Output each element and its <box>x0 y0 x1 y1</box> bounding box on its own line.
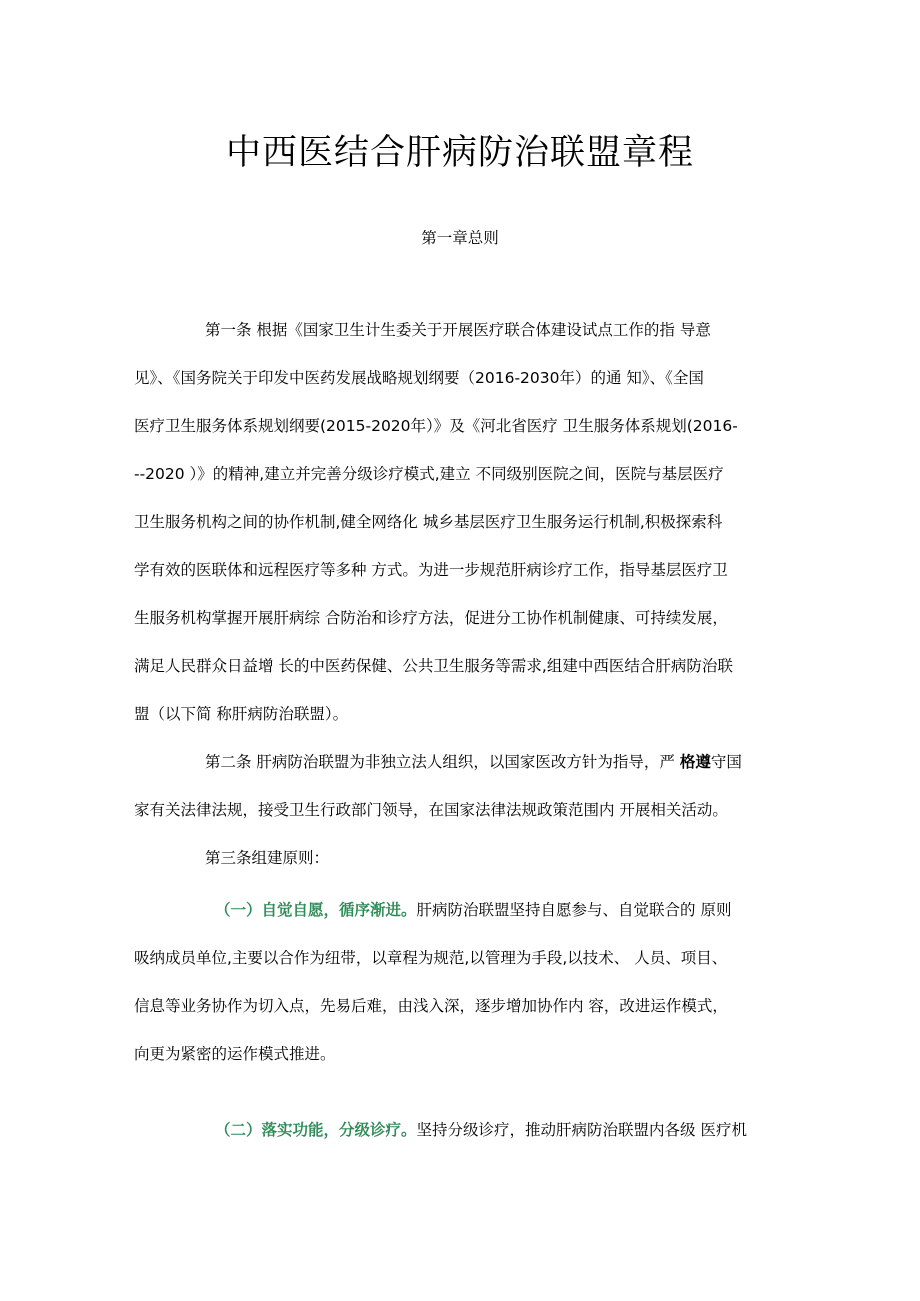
principle-2-text: 坚持分级诊疗，推动肝病防治联盟内各级 医疗机 <box>416 1121 747 1139</box>
article-1-line: --2020 ）》的精神,建立并完善分级诊疗模式,建立 不同级别医院之间，医院与基层医疗 <box>134 465 724 483</box>
article-1-line: 第一条 根据《国家卫生计生委关于开展医疗联合体建设试点工作的指 导意 <box>205 321 711 339</box>
principle-1-line: 向更为紧密的运作模式推进。 <box>134 1045 336 1063</box>
principle-1-text: 肝病防治联盟坚持自愿参与、自觉联合的 原则 <box>416 901 732 919</box>
article-1-line: 学有效的医联体和远程医疗等多种 方式。为进一步规范肝病诊疗工作，指导基层医疗卫 <box>134 561 728 579</box>
article-1-line: 见》、《国务院关于印发中医药发展战略规划纲要（2016-2030年）的通 知》、《全国 <box>134 369 704 387</box>
article-2-bold-text: 格遵 <box>679 753 711 771</box>
article-2-text-end: 守国 <box>710 753 742 771</box>
article-1-line: 满足人民群众日益增 长的中医药保健、公共卫生服务等需求,组建中西医结合肝病防治联 <box>134 657 733 675</box>
article-2-line <box>205 750 885 774</box>
article-1-line: 生服务机构掌握开展肝病综 合防治和诊疗方法，促进分工协作机制健康、可持续发展， <box>134 609 728 627</box>
principle-1-line: 信息等业务协作为切入点，先易后难，由浅入深，逐步增加协作内 容，改进运作模式， <box>134 997 728 1015</box>
article-3-heading: 第三条组建原则： <box>205 849 330 867</box>
document-title: 中西医结合肝病防治联盟章程 <box>225 133 694 173</box>
principle-1-line <box>215 898 895 922</box>
principle-2-heading: （二）落实功能，分级诊疗。 <box>215 1121 417 1139</box>
principle-2-line <box>215 1118 895 1142</box>
article-2-line: 家有关法律法规，接受卫生行政部门领导，在国家法律法规政策范围内 开展相关活动。 <box>134 801 728 819</box>
chapter-heading: 第一章总则 <box>421 229 499 247</box>
article-1-line: 盟（以下简 称肝病防治联盟）。 <box>134 705 349 723</box>
article-2-text: 第二条 肝病防治联盟为非独立法人组织，以国家医改方针为指导，严 <box>205 753 680 771</box>
article-1-line: 卫生服务机构之间的协作机制,健全网络化 城乡基层医疗卫生服务运行机制,积极探索科 <box>134 513 723 531</box>
principle-1-heading: （一）自觉自愿，循序渐进。 <box>215 901 417 919</box>
article-1-line: 医疗卫生服务体系规划纲要(2015-2020年）》及《河北省医疗 卫生服务体系规划(2016- <box>134 417 738 435</box>
principle-1-line: 吸纳成员单位,主要以合作为纽带，以章程为规范,以管理为手段,以技术、 人员、项目、 <box>134 949 728 967</box>
